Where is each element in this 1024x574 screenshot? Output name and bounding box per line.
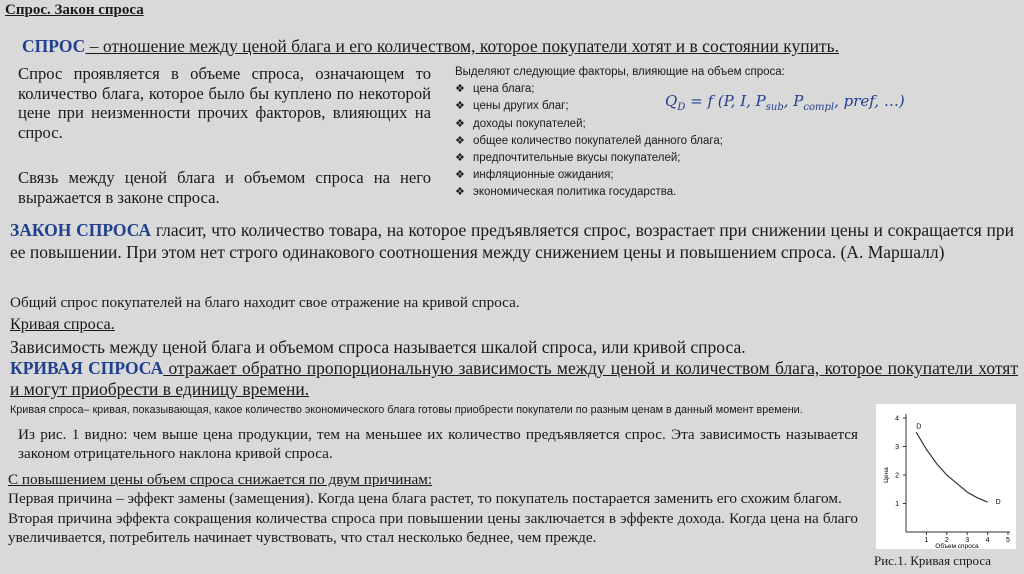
reason-first: Первая причина – эффект замены (замещения). Когда цена блага растет, то покупатель постарается заменить его схожим благом. <box>8 490 842 508</box>
curve-label: D <box>995 499 1001 507</box>
law-term: ЗАКОН СПРОСА <box>10 220 152 240</box>
factors-block <box>455 64 835 202</box>
factors-heading: Выделяют следующие факторы, влияющие на объем спроса: <box>455 66 785 78</box>
paragraph-demand-volume: Спрос проявляется в объеме спроса, означающем то количество блага, которое было бы куплено по некоторой цене при неизменности прочих факторов, влияющих на спрос. <box>18 64 431 142</box>
figure-explanation: Из рис. 1 видно: чем выше цена продукции, тем на меньшее их количество предъявляется спрос. Эта зависимость называется законом отрицательного наклона кривой спроса. <box>18 426 858 463</box>
y-tick-label: 4 <box>895 415 899 423</box>
demand-curve-definition <box>10 358 1018 400</box>
curve-term: КРИВАЯ СПРОСА <box>10 358 164 378</box>
curve-label: D <box>916 423 922 431</box>
reasons-block <box>8 470 858 548</box>
page-title: Спрос. Закон спроса <box>5 2 144 18</box>
small-curve-definition: Кривая спроса– кривая, показывающая, какое количество экономического блага готовы приобрести покупатели по разным ценам в данный момент времени. <box>10 404 803 416</box>
factor-item: ❖ цены других благ; <box>455 98 835 115</box>
total-demand-line: Общий спрос покупателей на благо находит свое отражение на кривой спроса. <box>10 294 520 311</box>
x-tick-label: 4 <box>985 537 990 544</box>
x-tick-label: 1 <box>924 537 929 544</box>
demand-curve-line <box>916 432 987 502</box>
curve-def-text: отражает обратно пропорциональную зависимость между ценой и количеством блага, которое покупатели хотят и могут приобрести в единицу времени. <box>10 358 1018 399</box>
factor-item: ❖ экономическая политика государства. <box>455 184 835 201</box>
curve-heading: Кривая спроса. <box>10 315 115 333</box>
figure-caption: Рис.1. Кривая спроса <box>874 553 992 568</box>
reason-second: Вторая причина эффекта сокращения количества спроса при повышении цены заключается в эффекте дохода. Когда цена на благо увеличивается, потребитель начинает чувствовать, что стал несколько беднее, чем прежде. <box>8 509 858 547</box>
definition-text: – отношение между ценой блага и его количеством, которое покупатели хотят и в состоянии купить. <box>85 36 839 56</box>
demand-function-formula: $Q_D = f$ (P, I, $P_{sub}$, $P_{compl}$, pref, …) <box>665 92 905 113</box>
y-tick-label: 2 <box>895 472 899 480</box>
factor-item: ❖ общее количество покупателей данного блага; <box>455 133 835 150</box>
law-of-demand <box>10 219 1014 264</box>
chart-svg <box>876 404 1016 549</box>
paragraph-law-link: Связь между ценой блага и объемом спроса на него выражается в законе спроса. <box>18 168 431 207</box>
y-tick-label: 3 <box>895 444 899 451</box>
y-axis-label: Цена <box>883 467 890 483</box>
x-tick-label: 3 <box>965 537 970 544</box>
factor-item: ❖ доходы покупателей; <box>455 116 835 133</box>
factor-item: ❖ предпочтительные вкусы покупателей; <box>455 150 835 167</box>
demand-curve-chart <box>876 404 1016 549</box>
x-tick-label: 5 <box>1006 537 1010 544</box>
reasons-heading: С повышением цены объем спроса снижается по двум причинам: <box>8 471 433 488</box>
y-tick-label: 1 <box>895 501 899 508</box>
factor-item: ❖ инфляционные ожидания; <box>455 167 835 184</box>
factor-item: ❖ цена блага; <box>455 81 835 98</box>
law-text: гласит, что количество товара, на которое предъявляется спрос, возрастает при снижении цены и сокращается при ее повышении. При этом нет строго одинакового соотношения между снижением цены и повышением спроса. (А. Маршалл) <box>10 220 1015 263</box>
x-tick-label: 2 <box>944 537 949 544</box>
x-axis-label: Объем спроса <box>935 543 979 549</box>
demand-schedule-line: Зависимость между ценой блага и объемом спроса называется шкалой спроса, или кривой спроса. <box>10 337 746 357</box>
definition-term: СПРОС <box>22 36 86 56</box>
demand-definition <box>22 36 839 57</box>
